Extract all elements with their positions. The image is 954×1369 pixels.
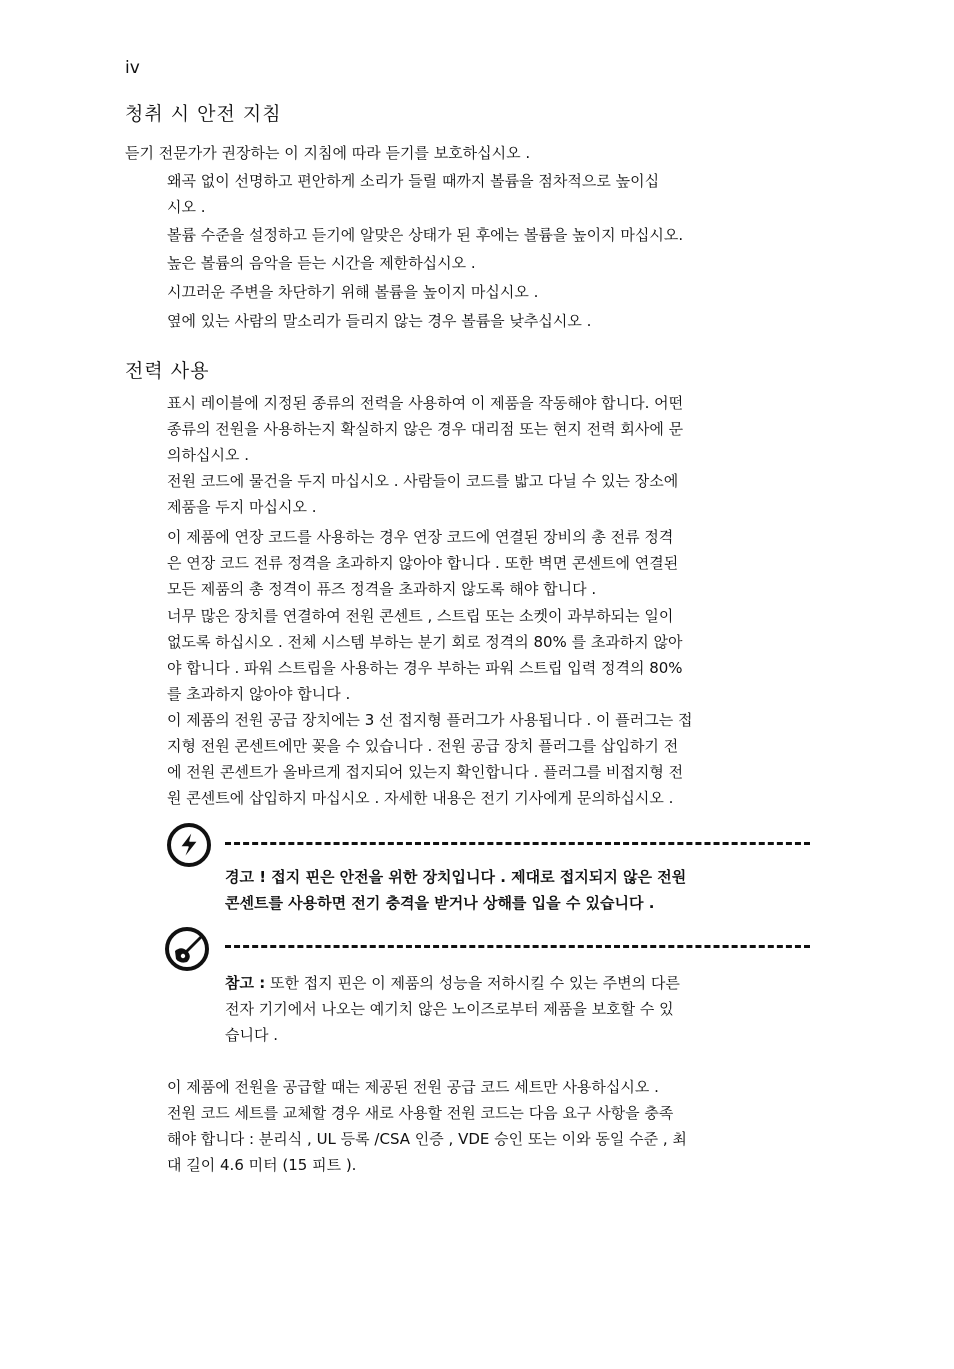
power-paragraph: 이 제품의 전원 공급 장치에는 3 선 접지형 플러그가 사용됩니다 . 이 플러그는 접 지형 전원 콘센트에만 꽂을 수 있습니다 . 전원 공급 장치 플러그를 삽입하기 전 에 전원 콘센트가 올바르게 접지되어 있는지 확인합니다 . 플러그를 비접지형 전 원 콘센트에 삽입하지 마십시오 . 자세한 내용은 전기 기사에게 문의하십시오 . (167, 711, 693, 807)
listening-heading: 청취 시 안전 지침 (125, 103, 282, 125)
listening-item: 옆에 있는 사람의 말소리가 들리지 않는 경우 볼륨을 낮추십시오 . (167, 312, 592, 330)
listening-intro: 듣기 전문가가 권장하는 이 지침에 따라 듣기를 보호하십시오 . (125, 144, 531, 162)
note-body: 또한 접지 핀은 이 제품의 성능을 저하시킬 수 있는 주변의 다른 전자 기기에서 나오는 예기치 않은 노이즈로부터 제품을 보호할 수 있 습니다 . (225, 974, 680, 1044)
listening-item: 볼륨 수준을 설정하고 듣기에 알맞은 상태가 된 후에는 볼륨을 높이지 마십시오. (167, 226, 684, 244)
lightning-warning-icon (166, 822, 212, 868)
listening-item: 높은 볼륨의 음악을 듣는 시간을 제한하십시오 . (167, 254, 476, 272)
power-paragraph: 너무 많은 장치를 연결하여 전원 콘센트 , 스트립 또는 소켓이 과부하되는 일이 없도록 하십시오 . 전체 시스템 부하는 분기 회로 정격의 80% 를 초과하지 않아 야 합니다 . 파워 스트립을 사용하는 경우 부하는 파워 스트립 입력 정격의 80% 를 초과하지 않아야 합니다 . (167, 607, 683, 703)
pen-note-icon (164, 926, 210, 972)
power-paragraph: 표시 레이블에 지정된 종류의 전력을 사용하여 이 제품을 작동해야 합니다. 어떤 종류의 전원을 사용하는지 확실하지 않은 경우 대리점 또는 현지 전력 회사에 문 의하십시오 . (167, 394, 684, 464)
power-heading: 전력 사용 (125, 360, 210, 382)
listening-item: 왜곡 없이 선명하고 편안하게 소리가 들릴 때까지 볼륨을 점차적으로 높이십 시오 . (167, 172, 660, 216)
warning-divider (225, 842, 810, 845)
power-paragraph: 이 제품에 연장 코드를 사용하는 경우 연장 코드에 연결된 장비의 총 전류 정격 은 연장 코드 전류 정격을 초과하지 않아야 합니다 . 또한 벽면 콘센트에 연결된 모든 제품의 총 정격이 퓨즈 정격을 초과하지 않도록 해야 합니다 . (167, 528, 679, 598)
page-number: iv (125, 58, 140, 78)
note-text (225, 970, 680, 1048)
power-paragraph: 전원 코드에 물건을 두지 마십시오 . 사람들이 코드를 밟고 다닐 수 있는 장소에 제품을 두지 마십시오 . (167, 472, 679, 516)
note-divider (225, 945, 810, 948)
listening-item: 시끄러운 주변을 차단하기 위해 볼륨을 높이지 마십시오 . (167, 283, 539, 301)
power-cord-paragraph: 이 제품에 전원을 공급할 때는 제공된 전원 공급 코드 세트만 사용하십시오 . 전원 코드 세트를 교체할 경우 새로 사용할 전원 코드는 다음 요구 사항을 충족 해야 합니다 : 분리식 , UL 등록 /CSA 인증 , VDE 승인 또는 이와 동일 수준 , 최 대 길이 4.6 미터 (15 피트 ). (167, 1078, 687, 1174)
warning-text: 경고 ! 접지 핀은 안전을 위한 장치입니다 . 제대로 접지되지 않은 전원 콘센트를 사용하면 전기 충격을 받거나 상해를 입을 수 있습니다 . (225, 868, 687, 912)
note-label: 참고 : (225, 974, 266, 992)
